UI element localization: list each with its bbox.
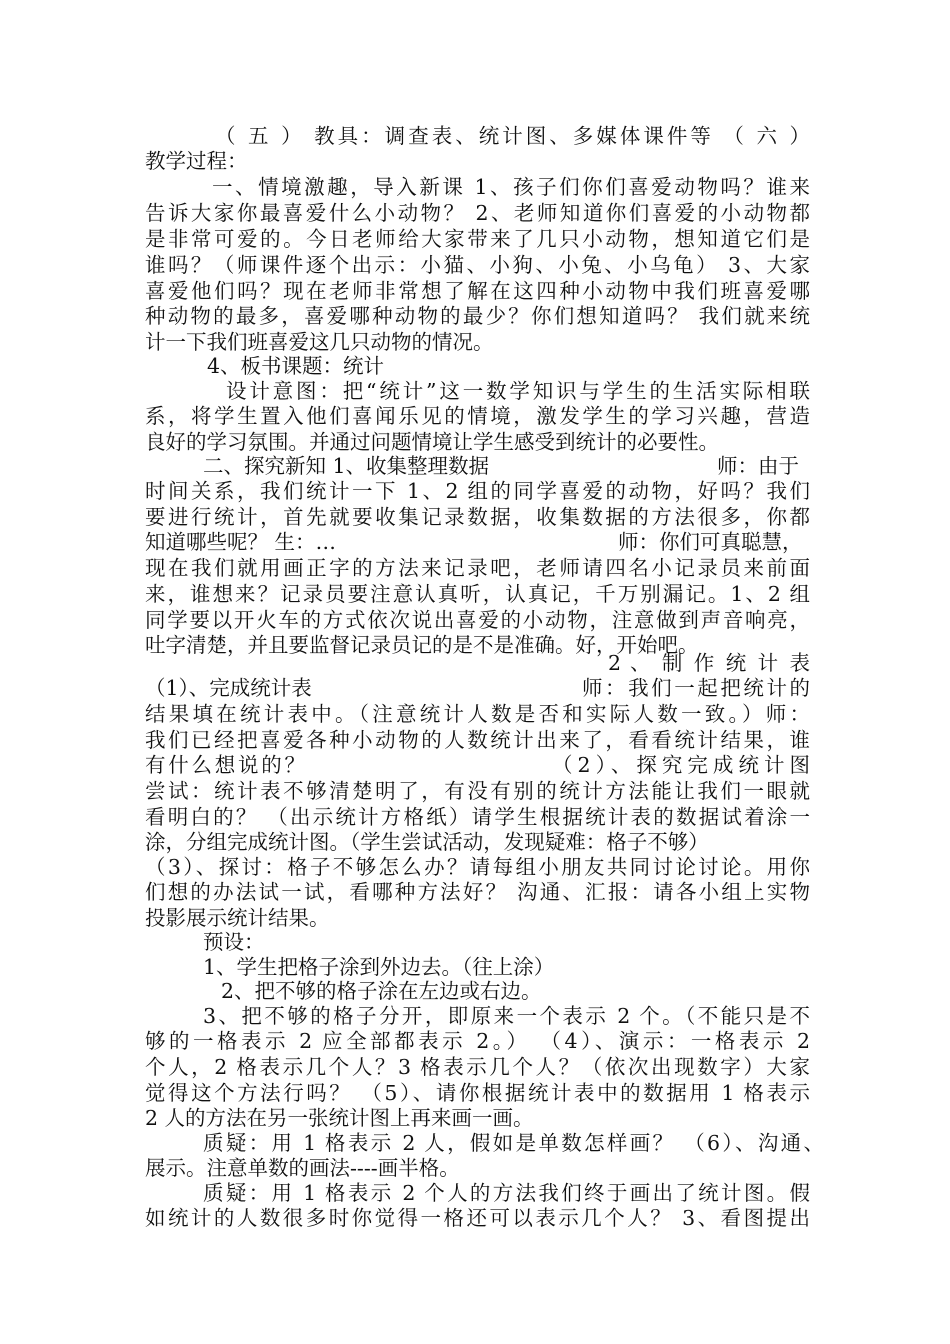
- text-line: 谁吗？（师课件逐个出示：小猫、小狗、小兔、小乌龟） 3、大家: [145, 253, 810, 277]
- text-line: 尝试：统计表不够清楚明了，有没有别的统计方法能让我们一眼就: [145, 779, 810, 803]
- text-line: 有什么想说的？: [145, 753, 305, 777]
- text-line: 1、学生把格子涂到外边去。（往上涂）: [203, 955, 555, 979]
- text-line: 告诉大家你最喜爱什么小动物？ 2、老师知道你们喜爱的小动物都: [145, 201, 810, 225]
- text-line: 师：我们一起把统计的: [582, 676, 810, 700]
- text-line: 如统计的人数很多时你觉得一格还可以表示几个人？ 3、看图提出: [145, 1206, 810, 1230]
- text-line: 4、板书课题：统计: [207, 354, 385, 378]
- text-line: 喜爱他们吗？现在老师非常想了解在这四种小动物中我们班喜爱哪: [145, 279, 810, 303]
- text-line: 看明白的？ （出示统计方格纸）请学生根据统计表的数据试着涂一: [145, 805, 810, 829]
- text-line: 种动物的最多，喜爱哪种动物的最少？你们想知道吗？ 我们就来统: [145, 304, 810, 328]
- text-line: 时间关系，我们统计一下 1、2 组的同学喜爱的动物，好吗？我们: [145, 479, 810, 503]
- text-line: 个人，2 格表示几个人？3 格表示几个人？（依次出现数字）大家: [145, 1055, 810, 1079]
- text-line: 系，将学生置入他们喜闻乐见的情境，激发学生的学习兴趣，营造: [145, 404, 810, 428]
- text-line: 2 人的方法在另一张统计图上再来画一画。: [145, 1106, 534, 1130]
- text-line: 同学要以开火车的方式依次说出喜爱的小动物，注意做到声音响亮，: [145, 608, 810, 632]
- text-line: 涂，分组完成统计图。（学生尝试活动，发现疑难：格子不够）: [145, 830, 709, 854]
- text-line: 们想的办法试一试，看哪种方法好？ 沟通、汇报：请各小组上实物: [145, 880, 810, 904]
- text-line: 质疑：用 1 格表示 2 人，假如是单数怎样画？ （6）、沟通、: [203, 1131, 824, 1155]
- text-line: 良好的学习氛围。并通过问题情境让学生感受到统计的必要性。: [145, 430, 719, 454]
- text-line: 师：你们可真聪慧，: [618, 530, 803, 554]
- text-line: 来，谁想来？记录员要注意认真听，认真记，千万别漏记。1、2 组: [145, 582, 810, 606]
- text-line: 现在我们就用画正字的方法来记录吧，老师请四名小记录员来前面: [145, 556, 810, 580]
- text-line: 师：由于: [717, 454, 799, 478]
- text-line: 我们已经把喜爱各种小动物的人数统计出来了，看看统计结果，谁: [145, 728, 810, 752]
- text-line: 要进行统计，首先就要收集记录数据，收集数据的方法很多，你都: [145, 505, 810, 529]
- text-line: 质疑：用 1 格表示 2 个人的方法我们终于画出了统计图。假: [203, 1181, 810, 1205]
- text-line: 预设：: [203, 930, 265, 954]
- text-line: （ 五 ） 教具：调查表、统计图、多媒体课件等 （ 六 ）: [215, 124, 810, 148]
- text-line: 结果填在统计表中。（注意统计人数是否和实际人数一致。）师：: [145, 702, 810, 726]
- text-line: 是非常可爱的。今日老师给大家带来了几只小动物，想知道它们是: [145, 227, 810, 251]
- text-line: 设计意图：把“统计”这一数学知识与学生的生活实际相联: [226, 379, 810, 403]
- text-line: 计一下我们班喜爱这几只动物的情况。: [145, 330, 494, 354]
- text-line: 展示。注意单数的画法----画半格。: [145, 1156, 460, 1180]
- text-line: 二、探究新知 1、收集整理数据: [203, 454, 490, 478]
- text-line: 吐字清楚，并且要监督记录员记的是不是准确。好，开始吧。: [145, 633, 699, 657]
- text-line: 教学过程：: [145, 149, 248, 173]
- text-line: （3）、探讨：格子不够怎么办？请每组小朋友共同讨论讨论。用你: [145, 855, 810, 879]
- text-line: 3、把不够的格子分开，即原来一个表示 2 个。（不能只是不: [203, 1004, 810, 1028]
- text-line: 2、把不够的格子涂在左边或右边。: [221, 979, 542, 1003]
- text-line: 2 、 制 作 统 计 表: [608, 651, 810, 675]
- text-line: （1）、完成统计表: [145, 676, 312, 700]
- text-line: 投影展示统计结果。: [145, 906, 330, 930]
- text-line: 一、情境激趣，导入新课 1、孩子们你们喜爱动物吗？谁来: [212, 175, 810, 199]
- text-line: 觉得这个方法行吗？ （5）、请你根据统计表中的数据用 1 格表示: [145, 1081, 810, 1105]
- text-line: 知道哪些呢？ 生：…: [145, 530, 337, 554]
- text-line: （2）、探究完成统计图: [552, 753, 810, 777]
- text-line: 够的一格表示 2 应全部都表示 2。） （4）、演示：一格表示 2: [145, 1029, 810, 1053]
